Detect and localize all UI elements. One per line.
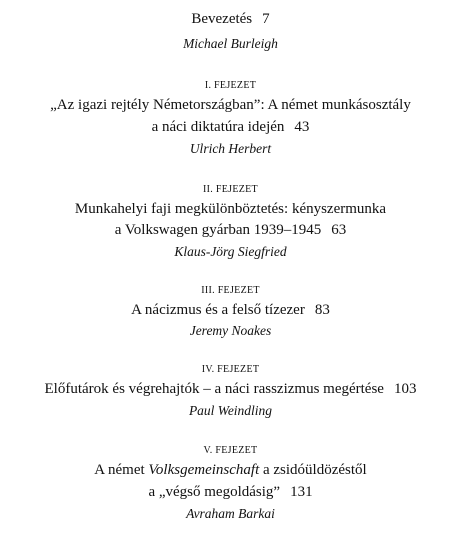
chapter-1-title-line2-text: a náci diktatúra idején [151, 119, 285, 135]
chapter-5-label: V. FEJEZET [203, 445, 258, 456]
chapter-2-title-line1: Munkahelyi faji megkülönböztetés: kényszermunka [74, 201, 387, 217]
chapter-3-page-number: 83 [314, 302, 330, 318]
chapter-5-title-line2 [0, 483, 461, 501]
chapter-3-label: III. FEJEZET [201, 285, 260, 296]
chapter-2-title-line2 [0, 221, 461, 239]
chapter-5-author: Avraham Barkai [186, 506, 275, 521]
chapter-4-page-number: 103 [393, 381, 417, 397]
chapter-5-title-line2-text: a „végső megoldásig” [148, 484, 281, 500]
chapter-1-label: I. FEJEZET [204, 80, 257, 91]
chapter-5-title-italic: Volksgemeinschaft [148, 462, 260, 478]
chapter-4-label: IV. FEJEZET [201, 364, 260, 375]
chapter-1-title-line2 [0, 118, 461, 136]
chapter-5-title-line1 [0, 461, 461, 479]
intro-page-number: 7 [262, 11, 270, 27]
chapter-2-page-number: 63 [331, 222, 347, 238]
chapter-2-title-line2-text: a Volkswagen gyárban 1939–1945 [114, 222, 322, 238]
chapter-3-title-text: A nácizmus és a felső tízezer [131, 302, 305, 318]
chapter-4-title-text: Előfutárok és végrehajtók – a náci rasszizmus megértése [44, 381, 384, 397]
chapter-3-title-line1 [0, 301, 461, 319]
chapter-5-title-post: a zsidóüldözéstől [259, 462, 367, 478]
intro-author: Michael Burleigh [183, 36, 278, 51]
intro-title: Bevezetés [191, 11, 253, 27]
chapter-1-title-line1: „Az igazi rejtély Németországban”: A német munkásosztály [50, 97, 411, 113]
chapter-1-page-number: 43 [294, 119, 310, 135]
intro-title-line [0, 10, 461, 28]
chapter-3-author: Jeremy Noakes [189, 323, 272, 338]
chapter-5-title-pre: A német [94, 462, 149, 478]
chapter-2-label: II. FEJEZET [203, 184, 258, 195]
chapter-4-title-line1 [0, 380, 461, 398]
chapter-5-page-number: 131 [290, 484, 313, 500]
chapter-4-author: Paul Weindling [188, 403, 273, 418]
chapter-1-author: Ulrich Herbert [189, 141, 272, 156]
chapter-2-author: Klaus-Jörg Siegfried [174, 244, 287, 259]
